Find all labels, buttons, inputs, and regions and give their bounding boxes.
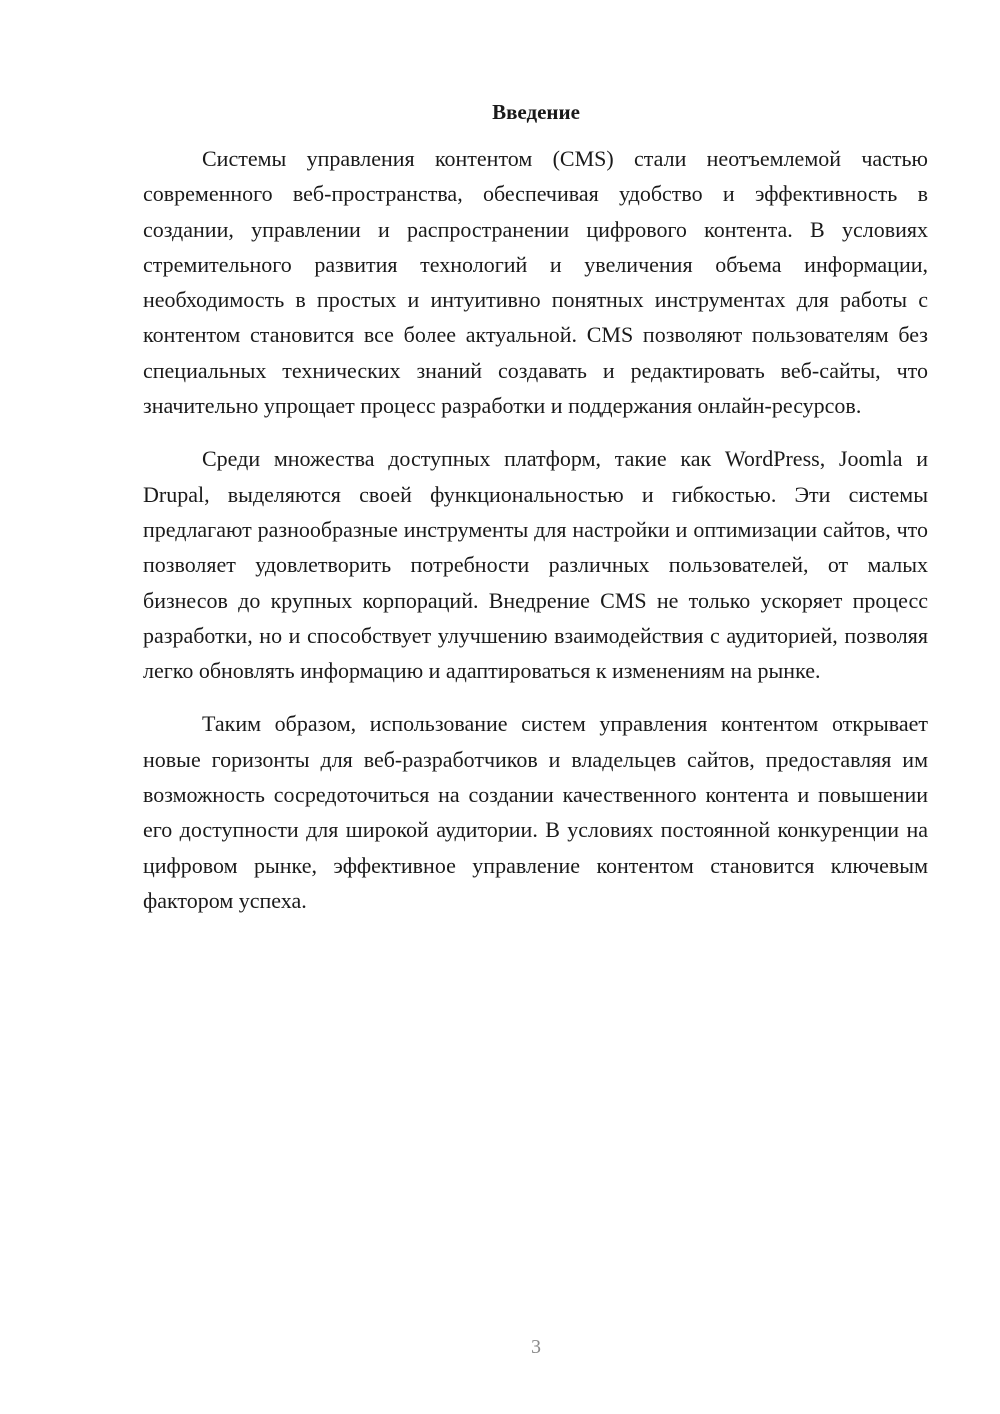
section-heading: Введение [492, 100, 580, 124]
paragraph-1: Системы управления контентом (CMS) стали неотъемлемой частью современного веб-пространства, обеспечивая удобство и эффективность в создании, управлении и распространении цифрового контента. В условиях стремительного развития технологий и увеличения объема информации, необходимость в простых и интуитивно понятных инструментах для работы с контентом становится все более актуальной. CMS позволяют пользователям без специальных технических знаний создавать и редактировать веб-сайты, что значительно упрощает процесс разработки и поддержания онлайн-ресурсов. [143, 146, 928, 419]
paragraph-3: Таким образом, использование систем управления контентом открывает новые горизонты для веб-разработчиков и владельцев сайтов, предоставляя им возможность сосредоточиться на создании качественного контента и повышении его доступности для широкой аудитории. В условиях постоянной конкуренции на цифровом рынке, эффективное управление контентом становится ключевым фактором успеха. [143, 711, 928, 913]
page-number: 3 [531, 1336, 541, 1358]
paragraph-2: Среди множества доступных платформ, такие как WordPress, Joomla и Drupal, выделяются своей функциональностью и гибкостью. Эти системы предлагают разнообразные инструменты для настройки и оптимизации сайтов, что позволяет удовлетворить потребности различных пользователей, от малых бизнесов до крупных корпораций. Внедрение CMS не только ускоряет процесс разработки, но и способствует улучшению взаимодействия с аудиторией, позволяя легко обновлять информацию и адаптироваться к изменениям на рынке. [143, 446, 928, 684]
body-text [143, 141, 928, 936]
